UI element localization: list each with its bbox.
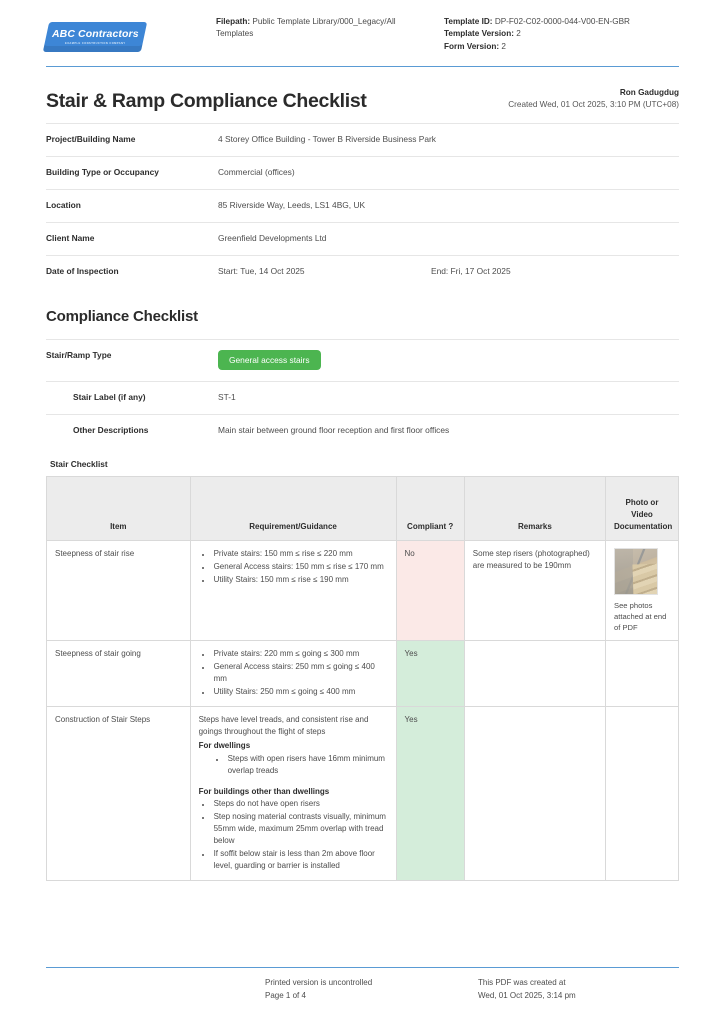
detail-label: Building Type or Occupancy [46, 167, 159, 178]
detail-row [46, 156, 679, 189]
detail-row-inspection-date [46, 255, 679, 288]
detail-label: Project/Building Name [46, 134, 136, 145]
pdf-created-date: Wed, 01 Oct 2025, 3:14 pm [478, 990, 576, 1000]
template-id-label: Template ID: [444, 17, 493, 26]
footer-pdf-note [478, 977, 679, 1002]
inspection-end-date: End: Fri, 17 Oct 2025 [431, 266, 511, 277]
requirement-bullet: • Step nosing material contrasts visually, minimum 55mm wide, maximum 25mm overlap with tread below [212, 811, 388, 847]
document-header [46, 0, 679, 62]
project-details [46, 123, 679, 288]
requirement-bullet: • If soffit below stair is less than 2m above floor level, guarding or barrier is installed [212, 848, 388, 872]
detail-value: 85 Riverside Way, Leeds, LS1 4BG, UK [218, 200, 366, 211]
other-descriptions-row [46, 414, 679, 447]
requirement-bullet: • Utility Stairs: 250 mm ≤ going ≤ 400 mm [212, 686, 388, 698]
cell-photo [606, 640, 679, 706]
detail-row [46, 222, 679, 255]
logo-company-name: ABC Contractors [51, 27, 139, 40]
column-header-requirement: Requirement/Guidance [190, 476, 396, 540]
cell-requirement [190, 540, 396, 640]
cell-item: Steepness of stair going [47, 640, 191, 706]
author-block [508, 87, 679, 113]
requirement-bullet: • Steps do not have open risers [212, 798, 388, 810]
template-id-value: DP-F02-C02-0000-044-V00-EN-GBR [494, 17, 630, 26]
document-footer [46, 967, 679, 1002]
table-header-row [47, 476, 679, 540]
logo-banner-shape [43, 22, 147, 52]
cell-requirement [190, 706, 396, 880]
section-heading: Compliance Checklist [46, 307, 198, 325]
detail-label: Client Name [46, 233, 95, 244]
cell-remarks [464, 706, 605, 880]
filepath-label: Filepath: [216, 17, 251, 26]
detail-value: 4 Storey Office Building - Tower B Riverside Business Park [218, 134, 436, 145]
table-row [47, 706, 679, 880]
photo-caption: See photos attached at end of PDF [614, 600, 667, 632]
stair-label-row [46, 381, 679, 414]
cell-item: Construction of Stair Steps [47, 706, 191, 880]
table-row [47, 640, 679, 706]
template-version-label: Template Version: [444, 29, 514, 39]
stair-label-label: Stair Label (if any) [73, 392, 146, 403]
filepath-value: Public Template Library/000_Legacy/All Templates [216, 17, 396, 39]
form-version-value: 2 [501, 41, 506, 51]
title-row [46, 67, 679, 123]
footer-spacer [46, 977, 265, 1002]
stair-ramp-type-label: Stair/Ramp Type [46, 350, 112, 361]
column-header-compliant: Compliant ? [396, 476, 464, 540]
inspection-start-date: Start: Tue, 14 Oct 2025 [218, 266, 305, 277]
author-name: Ron Gadugdug [619, 88, 679, 97]
requirement-subheading: For dwellings [198, 740, 251, 750]
requirement-intro: Steps have level treads, and consistent rise and goings throughout the flight of steps [198, 714, 369, 736]
logo-company-tagline: EXAMPLE CONSTRUCTION COMPANY [64, 41, 126, 45]
detail-row [46, 189, 679, 222]
requirement-bullet: • Utility Stairs: 150 mm ≤ rise ≤ 190 mm [212, 574, 388, 586]
stair-ramp-type-row [46, 339, 679, 381]
detail-label: Date of Inspection [46, 266, 119, 277]
other-descriptions-label: Other Descriptions [73, 425, 149, 436]
form-version-label: Form Version: [444, 41, 500, 51]
printed-version-note: Printed version is uncontrolled [265, 978, 373, 988]
cell-compliant: Yes [396, 640, 464, 706]
detail-row [46, 123, 679, 156]
stair-label-value: ST-1 [218, 392, 236, 403]
page-title: Stair & Ramp Compliance Checklist [46, 90, 367, 113]
requirement-bullet: • General Access stairs: 250 mm ≤ going ≤ 400 mm [212, 661, 388, 685]
cell-requirement [190, 640, 396, 706]
company-logo [46, 16, 216, 52]
stair-checklist-table [46, 476, 679, 881]
cell-remarks [464, 640, 605, 706]
table-caption: Stair Checklist [50, 458, 108, 469]
other-descriptions-value: Main stair between ground floor reception and first floor offices [218, 425, 450, 436]
column-header-item: Item [47, 476, 191, 540]
pdf-created-note: This PDF was created at [478, 978, 566, 988]
detail-label: Location [46, 200, 81, 211]
template-version-value: 2 [516, 29, 521, 39]
cell-remarks: Some step risers (photographed) are measured to be 190mm [464, 540, 605, 640]
requirement-bullet: • Private stairs: 220 mm ≤ going ≤ 300 mm [212, 648, 388, 660]
footer-divider [46, 967, 679, 968]
cell-compliant: Yes [396, 706, 464, 880]
photo-thumbnail-icon[interactable] [614, 548, 658, 595]
template-meta [444, 16, 679, 53]
column-header-remarks: Remarks [464, 476, 605, 540]
page-number: Page 1 of 4 [265, 990, 306, 1000]
stair-checklist-block [46, 447, 679, 881]
column-header-photo: Photo or Video Documentation [606, 476, 679, 540]
footer-print-note [265, 977, 478, 1002]
table-row [47, 540, 679, 640]
requirement-bullet: • Private stairs: 150 mm ≤ rise ≤ 220 mm [212, 548, 388, 560]
cell-photo [606, 706, 679, 880]
requirement-bullet: • Steps with open risers have 16mm minimum overlap treads [226, 753, 388, 777]
detail-value: Commercial (offices) [218, 167, 295, 178]
cell-item: Steepness of stair rise [47, 540, 191, 640]
requirement-subheading: For buildings other than dwellings [198, 786, 330, 796]
cell-photo [606, 540, 679, 640]
created-timestamp: Created Wed, 01 Oct 2025, 3:10 PM (UTC+08) [508, 99, 679, 109]
detail-value: Greenfield Developments Ltd [218, 233, 327, 244]
status-badge: General access stairs [218, 350, 321, 370]
requirement-bullet: • General Access stairs: 150 mm ≤ rise ≤ 170 mm [212, 561, 388, 573]
cell-compliant: No [396, 540, 464, 640]
filepath-meta [216, 16, 444, 41]
